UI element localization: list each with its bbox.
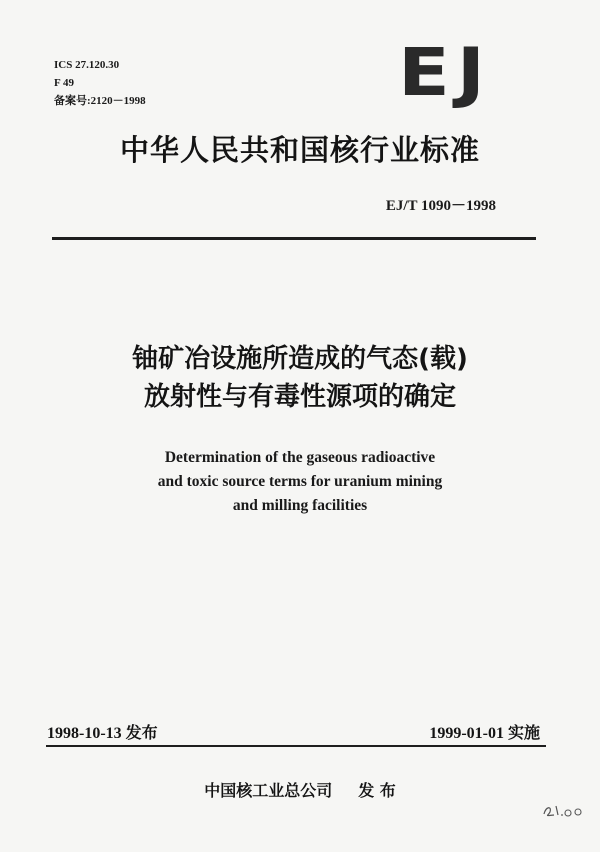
implementation-date: 1999-01-01 实施 — [429, 725, 540, 742]
standard-number: EJ/T 1090－1998 — [385, 198, 496, 214]
title-en-line-2: and toxic source terms for uranium mining — [157, 473, 443, 490]
ics-code: ICS 27.120.30 — [54, 59, 120, 71]
issue-date: 1998-10-13 发布 — [47, 725, 158, 742]
header-divider — [52, 237, 536, 240]
title-en-line-1: Determination of the gaseous radioactive — [164, 449, 436, 466]
footer-divider — [46, 745, 546, 747]
document-title-cn — [0, 340, 600, 416]
ej-logo: EJ — [398, 34, 492, 111]
title-en-line-3: and milling facilities — [232, 497, 368, 514]
title-cn-line-1: 铀矿冶设施所造成的气态(载) — [132, 344, 468, 374]
standard-title: 中华人民共和国核行业标准 — [119, 133, 480, 167]
document-title-en — [0, 446, 600, 518]
publisher — [0, 778, 600, 801]
publisher-name: 中国核工业总公司 — [204, 781, 333, 800]
title-cn-line-2: 放射性与有毒性源项的确定 — [143, 382, 456, 412]
classification-block — [54, 56, 146, 110]
publisher-action: 发 布 — [358, 781, 396, 800]
record-number: 备案号:2120－1998 — [54, 95, 146, 107]
class-code: F 49 — [54, 77, 75, 89]
handwritten-annotation — [540, 796, 590, 820]
